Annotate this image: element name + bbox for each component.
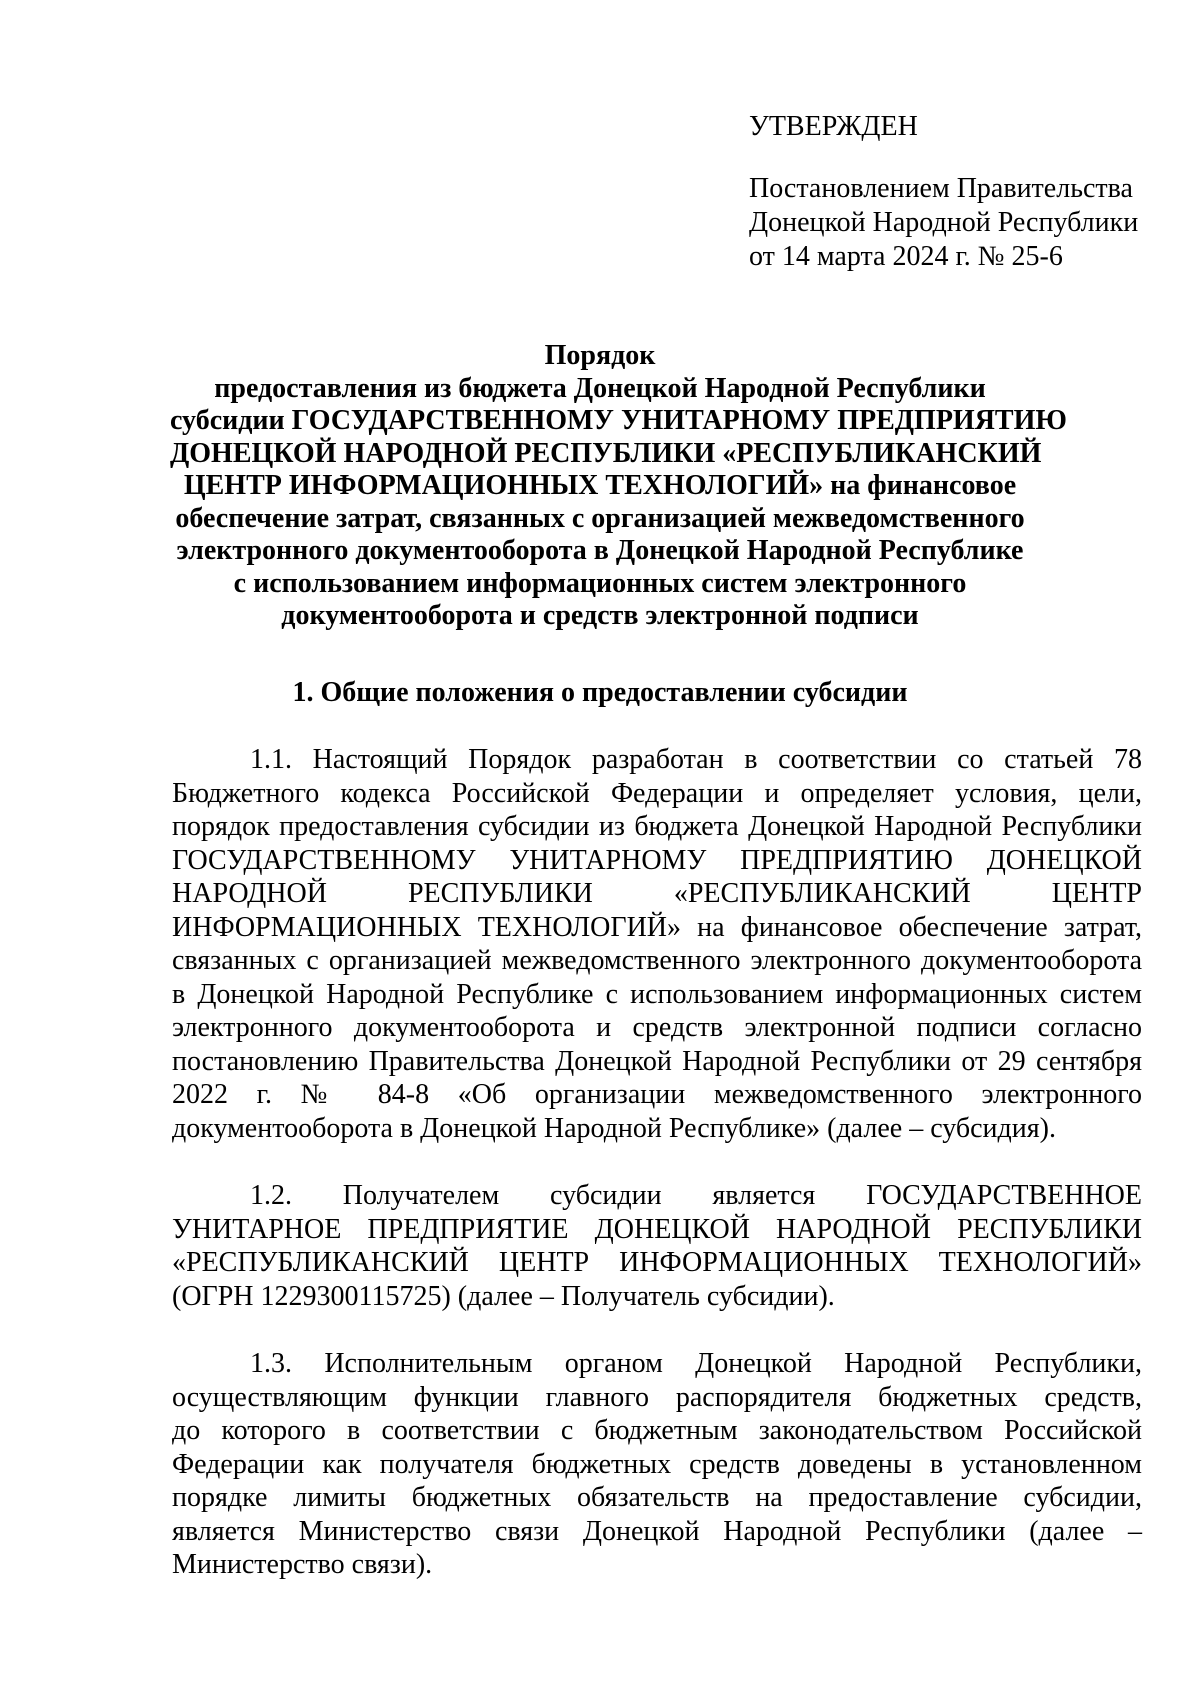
paragraph-line: является Министерство связи Донецкой Народной Республики (далее – — [172, 1515, 1142, 1547]
approval-date-number: от 14 марта 2024 г. № 25-6 — [749, 241, 1063, 272]
paragraph-line: 1.1. Настоящий Порядок разработан в соответствии со статьей 78 — [250, 744, 1142, 775]
paragraph-line: ГОСУДАРСТВЕННОМУ УНИТАРНОМУ ПРЕДПРИЯТИЮ ДОНЕЦКОЙ — [172, 844, 1142, 876]
paragraph-line: (ОГРН 1229300115725) (далее – Получатель субсидии). — [172, 1280, 835, 1312]
paragraph-line: «РЕСПУБЛИКАНСКИЙ ЦЕНТР ИНФОРМАЦИОННЫХ ТЕХНОЛОГИЙ» — [172, 1247, 1142, 1278]
title-line: Порядок — [544, 340, 656, 371]
document-body — [172, 743, 1142, 1616]
paragraph-1-2 — [172, 1179, 1142, 1313]
title-line: электронного документооборота в Донецкой Народной Республике — [176, 535, 1024, 566]
title-line: обеспечение затрат, связанных с организацией межведомственного — [175, 502, 1025, 534]
title-line: ЦЕНТР ИНФОРМАЦИОННЫХ ТЕХНОЛОГИЙ» на финансовое — [183, 470, 1017, 501]
paragraph-line: постановлению Правительства Донецкой Народной Республики от 29 сентября — [172, 1045, 1142, 1077]
paragraph-line: 2022 г. № 84-8 «Об организации межведомственного электронного — [172, 1079, 1142, 1110]
paragraph-line: связанных с организацией межведомственного электронного документооборота — [172, 945, 1142, 976]
paragraph-line: 1.3. Исполнительным органом Донецкой Народной Республики, — [250, 1348, 1142, 1379]
approval-stamp: УТВЕРЖДЕН — [749, 111, 918, 142]
paragraph-line: Федерации как получателя бюджетных средств доведены в установленном — [172, 1448, 1142, 1480]
approval-line: Донецкой Народной Республики — [749, 207, 1139, 238]
title-line: ДОНЕЦКОЙ НАРОДНОЙ РЕСПУБЛИКИ «РЕСПУБЛИКАНСКИЙ — [170, 437, 1042, 469]
title-line: с использованием информационных систем электронного — [233, 567, 967, 599]
paragraph-line: осуществляющим функции главного распорядителя бюджетных средств, — [172, 1381, 1142, 1413]
paragraph-line: 1.2. Получателем субсидии является ГОСУДАРСТВЕННОЕ — [250, 1180, 1142, 1211]
paragraph-line: электронного документооборота и средств электронной подписи согласно — [172, 1012, 1142, 1043]
paragraph-line: Министерство связи). — [172, 1549, 433, 1580]
paragraph-line: порядок предоставления субсидии из бюджета Донецкой Народной Республики — [172, 811, 1142, 842]
paragraph-line: УНИТАРНОЕ ПРЕДПРИЯТИЕ ДОНЕЦКОЙ НАРОДНОЙ РЕСПУБЛИКИ — [172, 1213, 1142, 1245]
paragraph-line: до которого в соответствии с бюджетным законодательством Российской — [172, 1415, 1142, 1446]
paragraph-line: в Донецкой Народной Республике с использованием информационных систем — [172, 978, 1142, 1010]
paragraph-line: Бюджетного кодекса Российской Федерации и определяет условия, цели, — [172, 777, 1142, 809]
paragraph-1-3 — [172, 1347, 1142, 1582]
paragraph-line: порядке лимиты бюджетных обязательств на предоставление субсидии, — [172, 1482, 1142, 1513]
paragraph-line: документооборота в Донецкой Народной Республике» (далее – субсидия). — [172, 1112, 1056, 1144]
title-line: субсидии ГОСУДАРСТВЕННОМУ УНИТАРНОМУ ПРЕДПРИЯТИЮ — [170, 405, 1067, 436]
title-line: предоставления из бюджета Донецкой Народной Республики — [214, 372, 986, 404]
title-line: документооборота и средств электронной подписи — [281, 600, 919, 631]
section-heading: 1. Общие положения о предоставлении субсидии — [292, 677, 908, 708]
paragraph-line: ИНФОРМАЦИОННЫХ ТЕХНОЛОГИЙ» на финансовое обеспечение затрат, — [172, 911, 1142, 943]
approval-line: Постановлением Правительства — [749, 173, 1133, 204]
approval-block — [749, 110, 1169, 274]
paragraph-line: НАРОДНОЙ РЕСПУБЛИКИ «РЕСПУБЛИКАНСКИЙ ЦЕНТР — [172, 878, 1142, 909]
document-title — [170, 340, 1067, 633]
paragraph-1-1 — [172, 743, 1142, 1145]
